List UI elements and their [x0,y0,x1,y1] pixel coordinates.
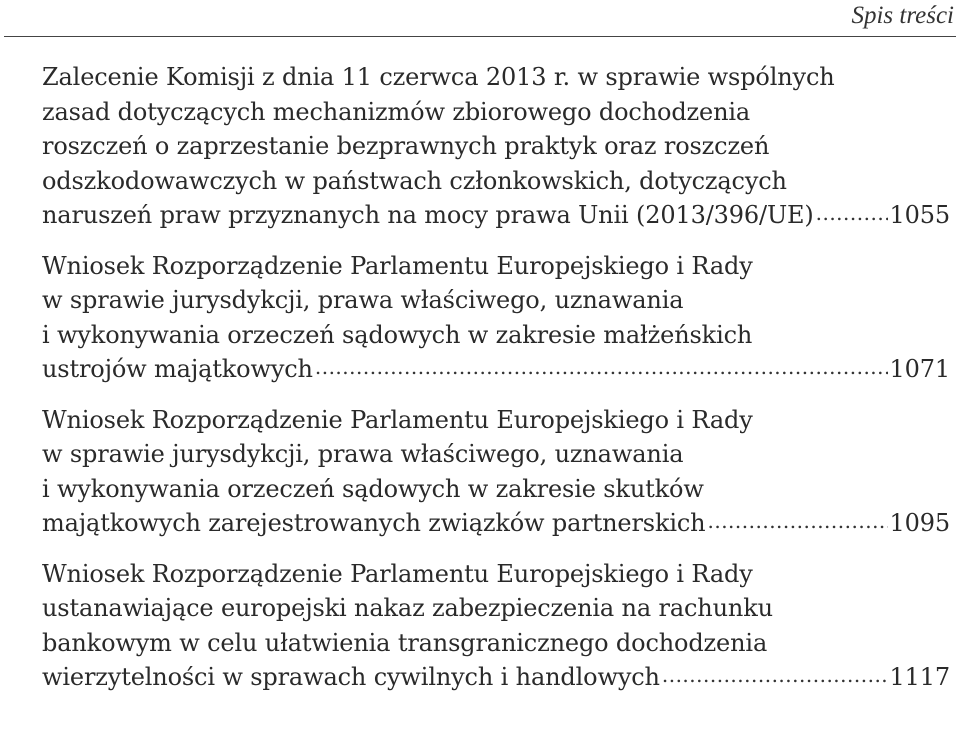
page-number: 1095 [889,509,950,537]
dot-leader [707,507,887,531]
page-number: 1117 [889,663,950,691]
section-title: Spis treści [851,2,954,29]
toc-entry-line: majątkowych zarejestrowanych związków partnerskich [42,509,706,537]
dot-leader [662,661,888,685]
toc-entry-line: roszczeń o zaprzestanie bezprawnych praktyk oraz roszczeń [42,132,770,160]
toc-entry[interactable] [42,557,950,695]
toc-entry-line: bankowym w celu ułatwienia transgranicznego dochodzenia [42,628,768,657]
toc-entry-last-line [42,660,950,695]
toc-entry-line: i wykonywania orzeczeń sądowych w zakresie małżeńskich [42,320,753,349]
dot-leader [315,353,888,377]
toc-entry-line: ustrojów majątkowych [42,355,313,383]
toc-entry-line: odszkodowawczych w państwach członkowskich, dotyczących [42,166,787,195]
toc-entry-line: wierzytelności w sprawach cywilnych i handlowych [42,663,660,691]
toc-entry-line: ustanawiające europejski nakaz zabezpieczenia na rachunku [42,594,773,622]
toc-entry[interactable] [42,60,950,233]
toc-entry[interactable] [42,249,950,387]
page-number: 1055 [889,201,950,229]
dot-leader [816,199,888,223]
toc-entry-line: Wniosek Rozporządzenie Parlamentu Europejskiego i Rady [42,251,753,280]
toc-entry[interactable] [42,403,950,541]
toc-entry-last-line [42,198,950,233]
header-divider [4,36,956,37]
toc-entry-line: w sprawie jurysdykcji, prawa właściwego, uznawania [42,440,684,468]
page-number: 1071 [889,355,950,383]
toc-entry-line: zasad dotyczących mechanizmów zbiorowego dochodzenia [42,97,751,126]
toc-entry-line: i wykonywania orzeczeń sądowych w zakresie skutków [42,474,704,503]
toc-entry-line: Wniosek Rozporządzenie Parlamentu Europejskiego i Rady [42,405,753,434]
page-header [0,0,960,40]
toc-entry-line: Wniosek Rozporządzenie Parlamentu Europejskiego i Rady [42,559,753,588]
toc-entry-last-line [42,352,950,387]
toc-entry-line: Zalecenie Komisji z dnia 11 czerwca 2013 r. w sprawie wspólnych [42,63,835,91]
table-of-contents [42,60,950,711]
toc-entry-line: naruszeń praw przyznanych na mocy prawa Unii (2013/396/UE) [42,201,814,229]
toc-entry-last-line [42,506,950,541]
toc-entry-line: w sprawie jurysdykcji, prawa właściwego, uznawania [42,286,684,314]
